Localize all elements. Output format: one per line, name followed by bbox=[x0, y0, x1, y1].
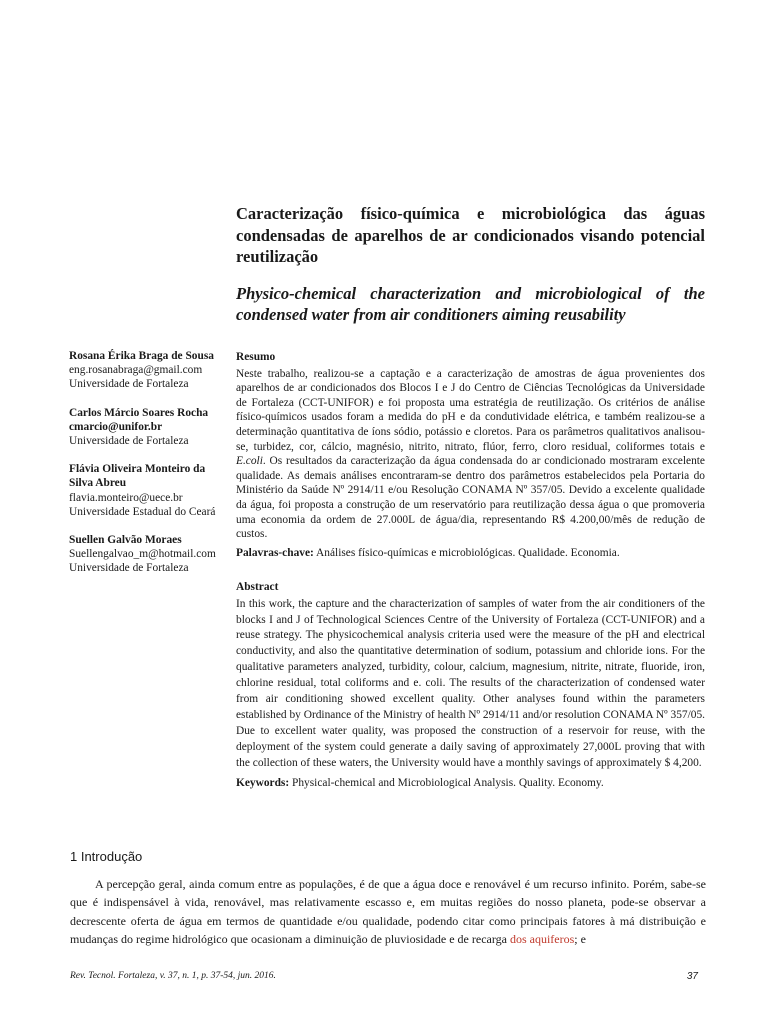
intro-text-tail: ; e bbox=[574, 931, 586, 946]
abstract-keywords-label: Keywords: bbox=[236, 776, 290, 789]
article-title-portuguese: Caracterização físico-química e microbiológica das águas condensadas de aparelhos de ar condicionados visando potencial reutilização bbox=[236, 204, 705, 266]
introduction-paragraph bbox=[70, 875, 706, 948]
resumo-text bbox=[236, 367, 705, 542]
intro-text: A percepção geral, ainda comum entre as populações, é de que a água doce e renovável é um recurso infinito. Porém, sabe-se que é indispensável à vida, renovável, mas relativamente escasso e, em muitas regiões do nosso planeta, pode-se observar a decrescente oferta de água em termos de quantidade e/ou qualidade, podendo citar como principais fatores à má distribuição e mudanças do regime hidrológico que ocasionam a diminuição de pluviosidade e de recarga bbox=[70, 877, 706, 946]
abstract-text: In this work, the capture and the characterization of samples of water from the air conditioners of the blocks I and J of Technological Sciences Centre of the University of Fortaleza (CCT-UNIFOR) and a reuse strategy. The physicochemical analysis criteria used were the measure of the pH and electrical conductivity, and also the quantitative determination of sodium, potassium and chloride ions. For the qualitative parameters analyzed, turbidity, colour, calcium, magnesium, nitrite, nitrate, fluoride, iron, chlorine residual, total coliforms and e. coli. The results of the characterization of condensed water from air conditioning showed excellent quality. Other analyses found within the parameters established by Ordinance of the Ministry of health Nº 2914/11 and/or resolution CONAMA Nº 357/05. Due to excellent water quality, was proposed the construction of a reservoir for reuse, with the deployment of the system could generate a daily saving of approximately 27,000L proving that with the collection of these waters, the University would have a monthly savings of approximately $ 4,200. bbox=[236, 597, 705, 769]
author-name: Suellen Galvão Moraes bbox=[69, 534, 182, 547]
author-block bbox=[69, 349, 221, 392]
resumo-keywords bbox=[236, 546, 705, 561]
page-footer bbox=[70, 971, 698, 981]
resumo-keywords-label: Palavras-chave: bbox=[236, 546, 314, 559]
author-affiliation: Universidade de Fortaleza bbox=[69, 562, 189, 575]
abstract-section bbox=[236, 580, 705, 790]
resumo-keywords-values: Análises físico-químicas e microbiológicas. Qualidade. Economia. bbox=[316, 546, 620, 559]
author-affiliation: Universidade de Fortaleza bbox=[69, 435, 189, 448]
intro-highlighted-link[interactable]: dos aquiferos bbox=[509, 931, 575, 946]
author-block bbox=[69, 406, 221, 449]
author-block bbox=[69, 533, 221, 576]
page-number: 37 bbox=[686, 971, 698, 982]
author-affiliation: Universidade Estadual do Ceará bbox=[69, 505, 216, 518]
author-email: Suellengalvao_m@hotmail.com bbox=[69, 548, 216, 561]
article-title-english: Physico-chemical characterization and microbiological of the condensed water from air conditioners aiming reusability bbox=[236, 284, 705, 324]
resumo-text-part-a: Neste trabalho, realizou-se a captação e a caracterização de amostras de água provenientes dos aparelhos de ar condicionados dos Blocos I e J do Centro de Ciências Tecnológicas da Universidade de Fortaleza (CCT-UNIFOR) e foi proposta uma estratégia de reutilização. Os critérios de análise físico-químicos usados foram a medida do pH e da condutividade elétrica, e também realizou-se a determinação quantitativa de íons sódio, potássio e cloretos. Para os parâmetros qualitativos analisou-se, turbidez, cor, cálcio, magnésio, nitrito, nitrato, flúor, ferro, cloro residual, coliformes totais e bbox=[236, 367, 705, 453]
abstract-keywords-values: Physical-chemical and Microbiological Analysis. Quality. Economy. bbox=[292, 776, 604, 789]
author-email: eng.rosanabraga@gmail.com bbox=[69, 364, 203, 377]
author-affiliation: Universidade de Fortaleza bbox=[69, 378, 189, 391]
authors-column bbox=[69, 349, 221, 590]
author-email: flavia.monteiro@uece.br bbox=[69, 491, 183, 504]
resumo-text-part-b: . Os resultados da caracterização da água condensada do ar condicionado mostraram excelente qualidade. As demais análises encontraram-se dentro dos parâmetros estabelecidos pela Portaria do Ministério da Saúde Nº 2914/11 e/ou Resolução CONAMA Nº 357/05. Devido a excelente qualidade da água, foi proposta a construção de um reservatório para reutilização dessa água o que promoveria uma economia da ordem de 27.000L de água/dia, representando R$ 4.200,00/mês de redução de custos. bbox=[236, 455, 705, 541]
author-email: cmarcio@unifor.br bbox=[69, 420, 163, 433]
resumo-heading: Resumo bbox=[236, 351, 276, 363]
author-name: Carlos Márcio Soares Rocha bbox=[69, 406, 209, 419]
abstract-keywords bbox=[236, 776, 705, 791]
abstract-heading: Abstract bbox=[236, 581, 279, 593]
author-name: Flávia Oliveira Monteiro da Silva Abreu bbox=[69, 463, 206, 490]
journal-citation: Rev. Tecnol. Fortaleza, v. 37, n. 1, p. 37-54, jun. 2016. bbox=[70, 971, 276, 981]
resumo-text-species: E.coli bbox=[236, 455, 263, 468]
resumo-section bbox=[236, 350, 705, 560]
author-block bbox=[69, 462, 221, 519]
author-name: Rosana Érika Braga de Sousa bbox=[69, 350, 214, 362]
section-heading-introduction: 1 Introdução bbox=[70, 849, 143, 864]
